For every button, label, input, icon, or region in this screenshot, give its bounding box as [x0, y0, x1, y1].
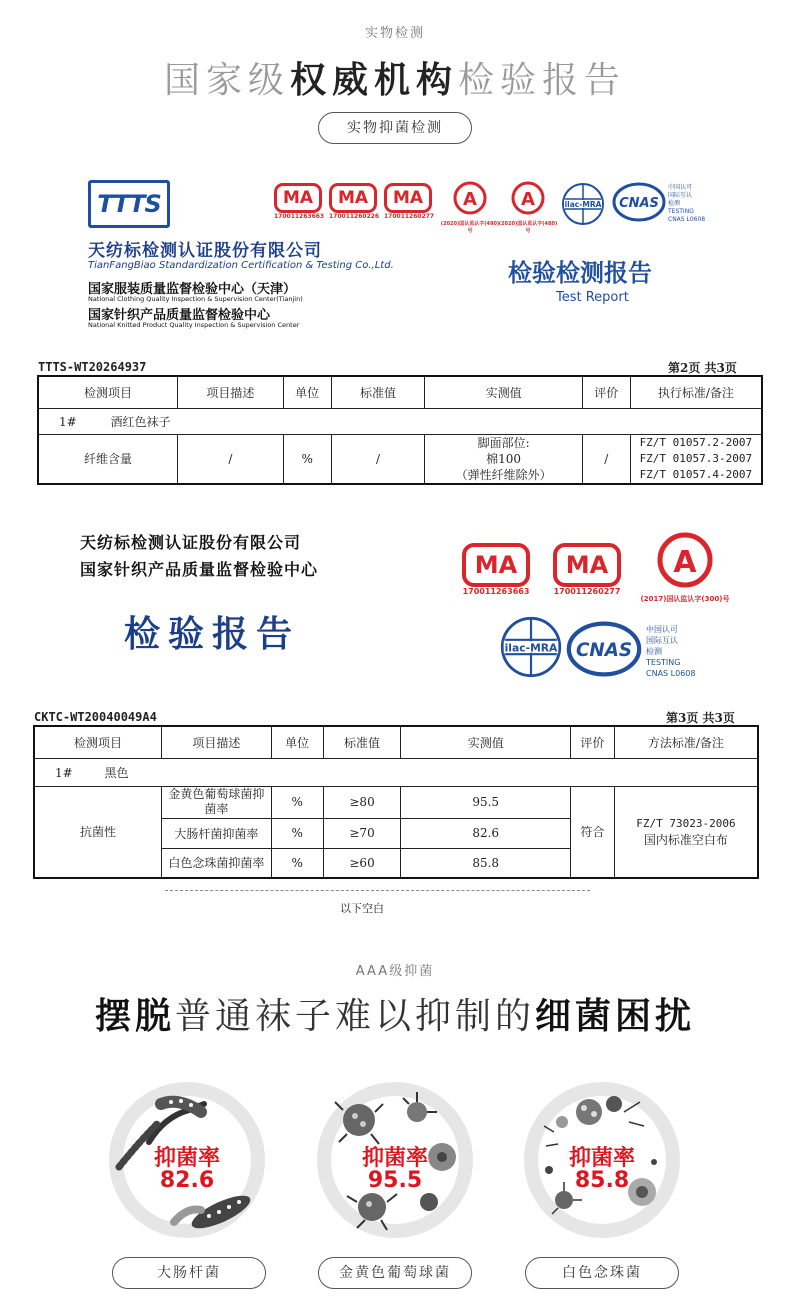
ma-cert-3: MA 170011260277	[384, 183, 434, 220]
bacteria-card-candida	[524, 1082, 680, 1238]
bacteria-name-staph: 金黄色葡萄球菌	[318, 1257, 472, 1289]
cal-cert-1: A (2020)国认监认字(490)号	[440, 180, 500, 234]
header-cell: 检测项目	[34, 726, 162, 758]
ma-cert-1: MA 170011263663	[274, 183, 324, 220]
svg-text:ilac-MRA: ilac-MRA	[504, 641, 558, 655]
svg-text:ilac-MRA: ilac-MRA	[564, 200, 602, 209]
svg-text:A: A	[521, 189, 535, 210]
sample-row	[38, 408, 762, 434]
bacteria-name-ecoli: 大肠杆菌	[112, 1257, 266, 1289]
cell-unit: %	[271, 786, 323, 818]
report1-title-en: Test Report	[556, 290, 629, 305]
cell-group: 抗菌性	[34, 786, 162, 878]
title-part-bold: 权威机构	[289, 60, 458, 101]
report2-table	[33, 725, 759, 879]
cell-desc: /	[178, 434, 284, 484]
header-cell: 标准值	[331, 376, 425, 408]
svg-text:A: A	[463, 189, 477, 210]
center2-en: National Knitted Product Quality Inspection & Supervision Center	[88, 321, 300, 329]
table-header-row	[38, 376, 762, 408]
ilac-mra-icon	[560, 181, 606, 231]
ma-cert-4: MA 170011263663	[462, 543, 530, 596]
section2-subtitle: AAA级抑菌	[355, 964, 435, 979]
blank-below-note: 以下空白	[340, 902, 384, 915]
ttts-logo	[88, 180, 170, 228]
page-title	[0, 52, 790, 103]
cell-measured: 82.6	[401, 818, 570, 848]
cell-desc: 大肠杆菌抑菌率	[162, 818, 272, 848]
header-cell: 方法标准/备注	[614, 726, 758, 758]
cell-eval: /	[582, 434, 630, 484]
ma-cert-5: MA 170011260277	[553, 543, 621, 596]
cell-item: 纤维含量	[38, 434, 178, 484]
svg-text:CNAS: CNAS	[619, 196, 659, 211]
cell-standard: FZ/T 73023-2006 国内标准空白布	[614, 786, 758, 878]
svg-text:A: A	[673, 545, 697, 580]
cell-eval: 符合	[570, 786, 614, 878]
cell-standards: FZ/T 01057.2-2007 FZ/T 01057.3-2007 FZ/T 01057.4-2007	[630, 434, 762, 484]
cell-std: ≥70	[323, 818, 401, 848]
cnas-icon-2	[566, 620, 642, 682]
sample-number: 1#	[59, 414, 77, 429]
header-cell: 执行标准/备注	[630, 376, 762, 408]
cell-std: ≥60	[323, 848, 401, 878]
center1-en: National Clothing Quality Inspection & Supervision Center(Tianjin)	[88, 295, 303, 303]
cell-unit: %	[271, 848, 323, 878]
bacteria-name-candida: 白色念珠菌	[525, 1257, 679, 1289]
table-row	[38, 434, 762, 484]
report1-number: TTTS-WT20264937	[38, 360, 147, 374]
sample-row	[34, 758, 758, 786]
title-part-1: 国家级	[163, 60, 290, 101]
cell-measured: 85.8	[401, 848, 570, 878]
report1-page: 第2页 共3页	[668, 361, 737, 375]
cnas-icon	[612, 182, 666, 226]
cnas-side-text: 中国认可 国际互认 检测 TESTING CNAS L0608	[668, 184, 706, 223]
center2-cn: 国家针织产品质量监督检验中心	[88, 308, 271, 323]
header-cell: 项目描述	[178, 376, 284, 408]
sample-name: 酒红色袜子	[110, 414, 171, 429]
header-cell: 单位	[283, 376, 331, 408]
rate-label: 抑菌率	[361, 1146, 428, 1171]
cell-unit: %	[271, 818, 323, 848]
rate-value: 95.5	[367, 1168, 423, 1193]
cell-std: /	[331, 434, 425, 484]
cal-cert-3: A (2017)国认监认字(300)号	[640, 530, 730, 604]
header-cell: 检测项目	[38, 376, 178, 408]
logo-text: TTTS	[97, 190, 161, 218]
header-cell: 实测值	[401, 726, 570, 758]
header-cell: 单位	[271, 726, 323, 758]
svg-text:CNAS: CNAS	[575, 640, 633, 662]
ilac-mra-icon-2	[498, 614, 564, 684]
header-cell: 评价	[570, 726, 614, 758]
rate-label: 抑菌率	[568, 1146, 635, 1171]
report1-table	[37, 375, 763, 485]
report2-company: 天纺标检测认证股份有限公司	[80, 533, 302, 552]
header-cell: 标准值	[323, 726, 401, 758]
bacteria-card-ecoli	[109, 1082, 265, 1238]
company-name-cn: 天纺标检测认证股份有限公司	[88, 241, 322, 261]
report2-center: 国家针织产品质量监督检验中心	[80, 560, 319, 579]
cell-desc: 白色念珠菌抑菌率	[162, 848, 272, 878]
cell-desc: 金黄色葡萄球菌抑菌率	[162, 786, 272, 818]
report2-title: 检验报告	[124, 613, 301, 655]
report2-number: CKTC-WT20040049A4	[34, 710, 157, 724]
cnas-side-text-2: 中国认可 国际互认 检测 TESTING CNAS L0608	[646, 625, 696, 678]
table-header-row	[34, 726, 758, 758]
test-type-pill: 实物抑菌检测	[318, 112, 472, 144]
dashed-divider	[165, 890, 590, 891]
bacteria-card-staph	[317, 1082, 473, 1238]
center1-cn: 国家服装质量监督检验中心（天津）	[88, 282, 297, 297]
cell-unit: %	[283, 434, 331, 484]
cell-measured: 95.5	[401, 786, 570, 818]
rate-value: 82.6	[159, 1168, 215, 1193]
section2-title: 摆脱普通袜子难以抑制的细菌困扰	[94, 996, 696, 1037]
title-part-2: 检验报告	[458, 60, 627, 101]
cell-measured: 脚面部位: 棉100 （弹性纤维除外）	[425, 434, 583, 484]
section-subtitle: 实物检测	[364, 26, 425, 41]
company-name-en: TianFangBiao Standardization Certification & Testing Co.,Ltd.	[88, 260, 394, 271]
report2-page: 第3页 共3页	[666, 711, 735, 725]
cal-cert-2: A (2020)国认监认字(480)号	[498, 180, 558, 234]
rate-value: 85.8	[574, 1168, 630, 1193]
rate-label: 抑菌率	[153, 1146, 220, 1171]
sample-number: 1#	[55, 765, 73, 780]
header-cell: 实测值	[425, 376, 583, 408]
header-cell: 项目描述	[162, 726, 272, 758]
table-row	[34, 786, 758, 818]
header-cell: 评价	[582, 376, 630, 408]
ma-cert-2: MA 170011260226	[329, 183, 379, 220]
report1-title: 检验检测报告	[508, 259, 652, 287]
sample-name: 黑色	[104, 765, 129, 780]
cell-std: ≥80	[323, 786, 401, 818]
